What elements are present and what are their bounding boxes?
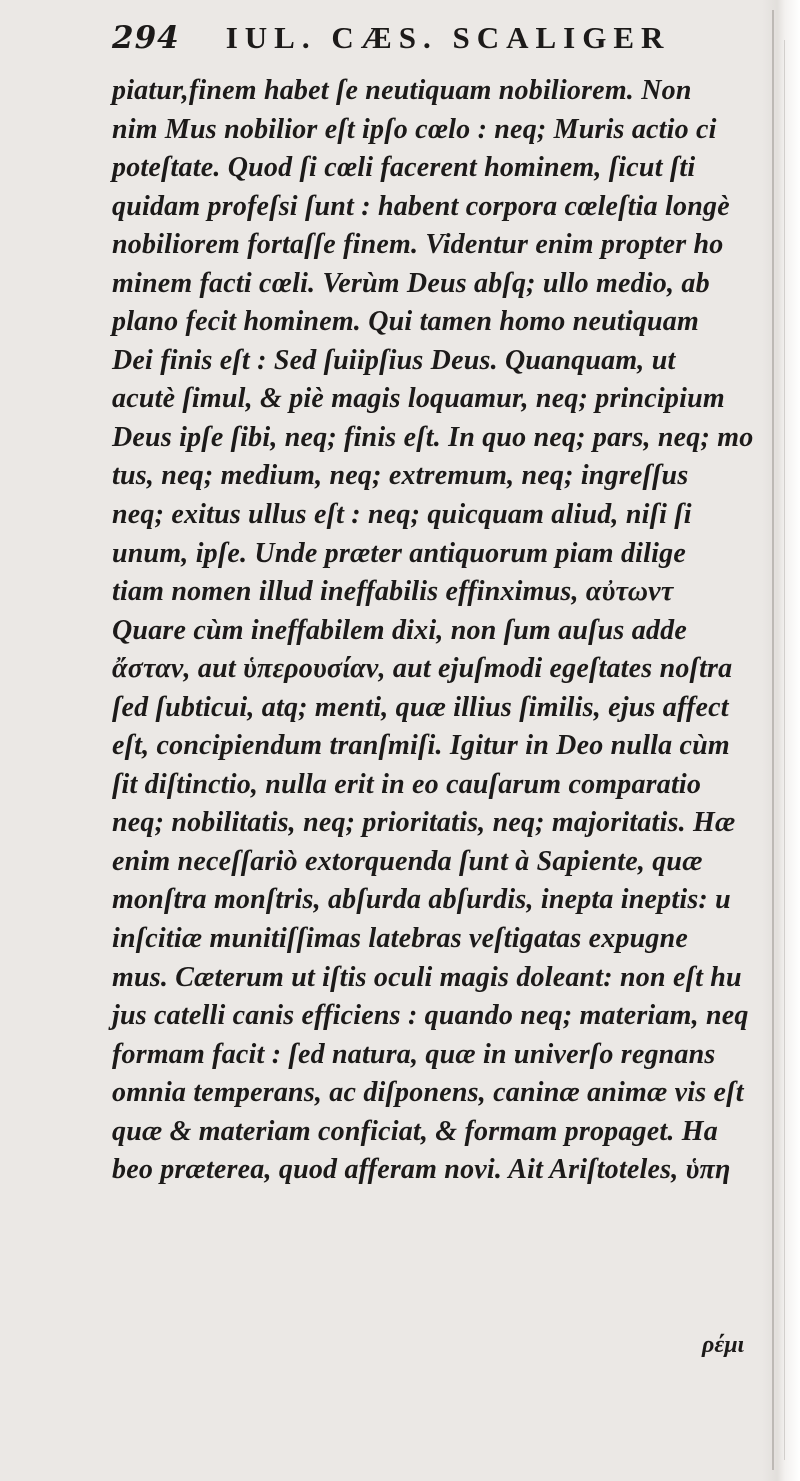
text-line: quidam profeſsi ſunt : habent corpora cœleſtia longè: [112, 190, 730, 222]
running-head: IUL. CÆS. SCALIGER: [225, 20, 671, 55]
text-line: tiam nomen illud ineffabilis effinximus, αὐτωντ: [112, 576, 674, 608]
text-line: poteſtate. Quod ſi cœli facerent hominem, ſicut ſti: [112, 152, 696, 184]
text-line: jus catelli canis efficiens : quando neq; materiam, neq: [112, 1000, 749, 1032]
text-line: piatur,finem habet ſe neutiquam nobiliorem. Non: [112, 75, 692, 106]
text-line: ſit diſtinctio, nulla erit in eo cauſarum comparatio: [112, 768, 702, 800]
text-line: minem facti cœli. Verùm Deus abſq; ullo medio, ab: [112, 267, 710, 299]
text-line: neq; exitus ullus eſt : neq; quicquam aliud, niſi ſi: [112, 499, 692, 531]
page-number: 294: [112, 20, 180, 56]
text-line: acutè ſimul, & piè magis loquamur, neq; principium: [112, 383, 725, 415]
text-line: eſt, concipiendum tranſmiſi. Igitur in Deo nulla cùm: [112, 730, 730, 762]
text-line: plano fecit hominem. Qui tamen homo neutiquam: [112, 306, 699, 338]
text-line: nim Mus nobilior eſt ipſo cœlo : neq; Muris actio ci: [112, 113, 717, 145]
text-line: omnia temperans, ac diſponens, caninæ animæ vis eſt: [112, 1077, 744, 1109]
text-line: quæ & materiam conficiat, & formam propaget. Ha: [112, 1115, 718, 1147]
text-line: mus. Cæterum ut iſtis oculi magis doleant: non eſt hu: [112, 961, 742, 993]
page-header: [112, 20, 772, 66]
text-line: ἄσταν, aut ὑπερουσίαν, aut ejuſmodi egeſtates noſtra: [112, 653, 733, 685]
text-line: neq; nobilitatis, neq; prioritatis, neq; majoritatis. Hæ: [112, 807, 736, 839]
text-line: tus, neq; medium, neq; extremum, neq; ingreſſus: [112, 460, 689, 492]
text-line: Dei finis eſt : Sed ſuiipſius Deus. Quanquam, ut: [112, 344, 676, 376]
text-line: enim neceſſariò extorquenda ſunt à Sapiente, quæ: [112, 845, 703, 877]
text-line: ſed ſubticui, atq; menti, quæ illius ſimilis, ejus affect: [112, 691, 729, 723]
text-line: Quare cùm ineffabilem dixi, non ſum auſus adde: [112, 614, 687, 646]
catchword: ρέμι: [702, 1332, 745, 1358]
body-text: [112, 72, 800, 1190]
text-line: monſtra monſtris, abſurda abſurdis, inepta ineptis: u: [112, 884, 731, 916]
text-line: beo præterea, quod afferam novi. Ait Ariſtoteles, ὑπη: [112, 1154, 731, 1186]
text-line: nobiliorem fortaſſe finem. Videntur enim propter ho: [112, 229, 724, 261]
text-line: formam facit : ſed natura, quæ in univerſo regnans: [112, 1038, 716, 1070]
text-line: unum, ipſe. Unde præter antiquorum piam dilige: [112, 537, 686, 569]
text-line: Deus ipſe ſibi, neq; finis eſt. In quo neq; pars, neq; mo: [112, 421, 754, 453]
text-line: inſcitiæ munitiſſimas latebras veſtigatas expugne: [112, 923, 689, 955]
